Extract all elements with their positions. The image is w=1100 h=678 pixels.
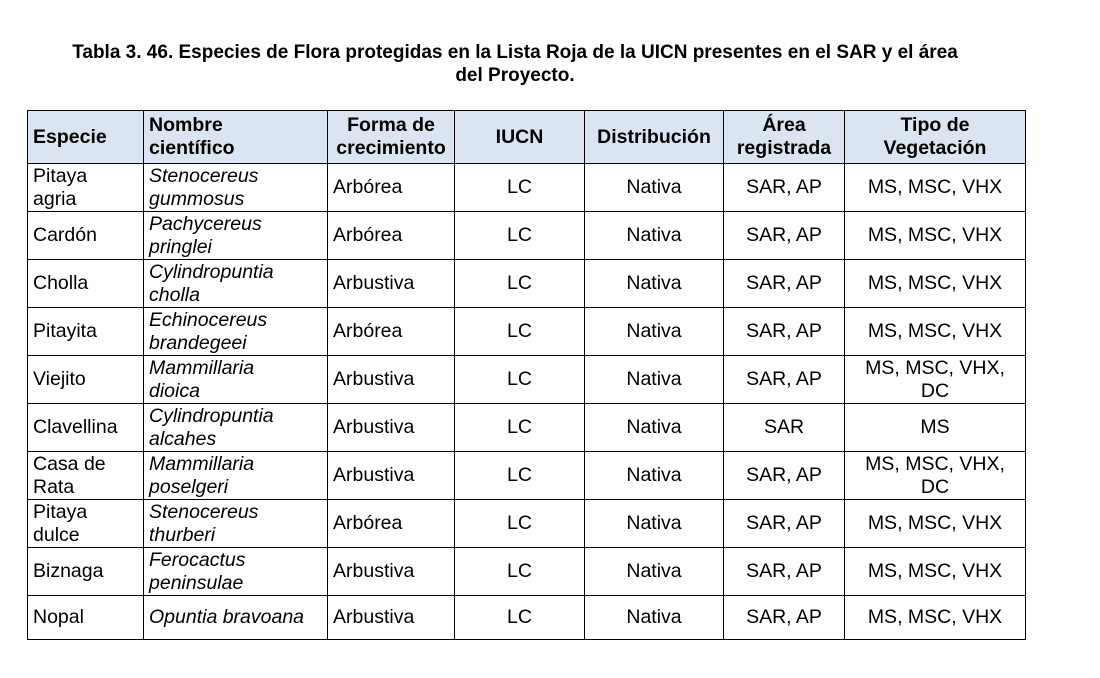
cell-text-line: MS, MSC, VHX	[867, 224, 1003, 246]
iucn-cell: LC	[455, 164, 585, 212]
especie-cell	[28, 596, 144, 640]
cell-text-line: Casa de	[33, 452, 106, 475]
tipo-vegetacion-cell	[845, 596, 1026, 640]
cell-text-line: Especie	[33, 125, 107, 148]
area-registrada-cell: SAR, AP	[724, 548, 845, 596]
area-registrada-cell: SAR, AP	[724, 500, 845, 548]
iucn-cell: LC	[455, 500, 585, 548]
distribucion-cell: Nativa	[585, 596, 724, 640]
cell-text-line: agria	[33, 187, 77, 210]
cell-text-line: Cylindropuntia	[149, 260, 274, 283]
forma-crecimiento-cell: Arbórea	[328, 500, 455, 548]
nombre-cientifico-cell	[144, 212, 328, 260]
tipo-vegetacion-cell	[845, 548, 1026, 596]
nombre-cientifico-cell	[144, 308, 328, 356]
cell-text-line: MS, MSC, VHX	[867, 176, 1003, 198]
header-row	[28, 111, 1026, 164]
cell-text-line: Mammillaria	[149, 356, 255, 379]
cell-text-line: Área	[762, 114, 806, 136]
header-forma-crecimiento	[328, 111, 455, 164]
table-row	[28, 212, 1026, 260]
nombre-cientifico-cell	[144, 452, 328, 500]
distribucion-cell: Nativa	[585, 452, 724, 500]
table-row	[28, 164, 1026, 212]
forma-crecimiento-cell: Arbustiva	[328, 452, 455, 500]
cell-text-line: pringlei	[149, 235, 212, 258]
nombre-cientifico-cell	[144, 500, 328, 548]
especie-cell	[28, 404, 144, 452]
header-especie	[28, 111, 144, 164]
cell-text-line: Echinocereus	[149, 308, 268, 331]
caption-line-1: Tabla 3. 46. Especies de Flora protegidas en la Lista Roja de la UICN presentes en el SAR y el área	[72, 42, 958, 63]
forma-crecimiento-cell: Arbórea	[328, 308, 455, 356]
area-registrada-cell: SAR, AP	[724, 212, 845, 260]
tipo-vegetacion-cell	[845, 404, 1026, 452]
area-registrada-cell: SAR, AP	[724, 164, 845, 212]
forma-crecimiento-cell: Arbustiva	[328, 596, 455, 640]
table-row	[28, 308, 1026, 356]
cell-text-line: dioica	[149, 379, 200, 402]
distribucion-cell: Nativa	[585, 260, 724, 308]
cell-text-line: Opuntia bravoana	[149, 606, 305, 628]
table-header	[28, 111, 1026, 164]
iucn-cell: LC	[455, 548, 585, 596]
cell-text-line: Ferocactus	[149, 548, 246, 571]
cell-text-line: Clavellina	[33, 416, 118, 438]
cell-text-line: dulce	[33, 523, 80, 546]
table-row	[28, 404, 1026, 452]
iucn-cell: LC	[455, 308, 585, 356]
cell-text-line: MS, MSC, VHX,	[865, 452, 1005, 475]
especie-cell	[28, 356, 144, 404]
table-row	[28, 596, 1026, 640]
cell-text-line: Pitayita	[33, 320, 97, 342]
especie-cell	[28, 500, 144, 548]
cell-text-line: DC	[920, 475, 950, 498]
forma-crecimiento-cell: Arbustiva	[328, 548, 455, 596]
nombre-cientifico-cell	[144, 260, 328, 308]
cell-text-line: Cardón	[33, 224, 97, 246]
area-registrada-cell: SAR, AP	[724, 356, 845, 404]
cell-text-line: Mammillaria	[149, 452, 255, 475]
header-iucn	[455, 111, 585, 164]
table-row	[28, 500, 1026, 548]
especie-cell	[28, 212, 144, 260]
table-row	[28, 356, 1026, 404]
tipo-vegetacion-cell	[845, 308, 1026, 356]
tipo-vegetacion-cell	[845, 260, 1026, 308]
cell-text-line: MS, MSC, VHX	[867, 512, 1003, 534]
especie-cell	[28, 260, 144, 308]
cell-text-line: Pitaya	[33, 164, 88, 187]
table-row	[28, 452, 1026, 500]
area-registrada-cell: SAR, AP	[724, 260, 845, 308]
iucn-cell: LC	[455, 404, 585, 452]
cell-text-line: Pachycereus	[149, 212, 262, 235]
distribucion-cell: Nativa	[585, 404, 724, 452]
cell-text-line: Nopal	[33, 606, 84, 628]
cell-text-line: Tipo de	[900, 114, 970, 136]
nombre-cientifico-cell	[144, 404, 328, 452]
distribucion-cell: Nativa	[585, 164, 724, 212]
tipo-vegetacion-cell	[845, 164, 1026, 212]
iucn-cell: LC	[455, 260, 585, 308]
nombre-cientifico-cell	[144, 164, 328, 212]
forma-crecimiento-cell: Arbustiva	[328, 404, 455, 452]
tipo-vegetacion-cell	[845, 212, 1026, 260]
iucn-cell: LC	[455, 596, 585, 640]
distribucion-cell: Nativa	[585, 548, 724, 596]
header-nombre-cientifico	[144, 111, 328, 164]
cell-text-line: Nombre	[149, 114, 223, 136]
nombre-cientifico-cell	[144, 596, 328, 640]
cell-text-line: registrada	[736, 137, 832, 159]
cell-text-line: MS, MSC, VHX	[867, 320, 1003, 342]
area-registrada-cell: SAR, AP	[724, 596, 845, 640]
cell-text-line: Cholla	[33, 272, 89, 294]
cell-text-line: alcahes	[149, 427, 217, 450]
cell-text-line: Forma de	[347, 114, 435, 136]
cell-text-line: Rata	[33, 475, 75, 498]
cell-text-line: Cylindropuntia	[149, 404, 274, 427]
especie-cell	[28, 308, 144, 356]
cell-text-line: Stenocereus	[149, 164, 259, 187]
cell-text-line: MS	[920, 416, 950, 438]
tipo-vegetacion-cell	[845, 356, 1026, 404]
cell-text-line: peninsulae	[149, 571, 244, 594]
cell-text-line: DC	[920, 379, 950, 402]
forma-crecimiento-cell: Arbustiva	[328, 356, 455, 404]
distribucion-cell: Nativa	[585, 356, 724, 404]
cell-text-line: Distribución	[597, 125, 711, 148]
cell-text-line: Viejito	[33, 368, 86, 390]
cell-text-line: Biznaga	[33, 560, 104, 582]
cell-text-line: thurberi	[149, 523, 216, 546]
forma-crecimiento-cell: Arbustiva	[328, 260, 455, 308]
distribucion-cell: Nativa	[585, 308, 724, 356]
table-row	[28, 260, 1026, 308]
table-caption	[20, 41, 1010, 87]
tipo-vegetacion-cell	[845, 452, 1026, 500]
distribucion-cell: Nativa	[585, 500, 724, 548]
header-distribucion	[585, 111, 724, 164]
area-registrada-cell: SAR, AP	[724, 308, 845, 356]
table-row	[28, 548, 1026, 596]
cell-text-line: cholla	[149, 283, 200, 306]
cell-text-line: poselgeri	[149, 475, 229, 498]
cell-text-line: MS, MSC, VHX	[867, 606, 1003, 628]
table-body	[28, 164, 1026, 640]
cell-text-line: Vegetación	[883, 137, 987, 159]
cell-text-line: MS, MSC, VHX	[867, 272, 1003, 294]
header-tipo-vegetacion	[845, 111, 1026, 164]
cell-text-line: IUCN	[495, 125, 544, 148]
tipo-vegetacion-cell	[845, 500, 1026, 548]
caption-line-2: del Proyecto.	[455, 65, 575, 86]
cell-text-line: crecimiento	[336, 137, 446, 159]
cell-text-line: MS, MSC, VHX,	[865, 356, 1005, 379]
cell-text-line: brandegeei	[149, 331, 247, 354]
flora-table	[27, 110, 1026, 640]
nombre-cientifico-cell	[144, 356, 328, 404]
cell-text-line: gummosus	[149, 187, 245, 210]
area-registrada-cell: SAR, AP	[724, 452, 845, 500]
nombre-cientifico-cell	[144, 548, 328, 596]
distribucion-cell: Nativa	[585, 212, 724, 260]
cell-text-line: científico	[149, 137, 235, 159]
cell-text-line: MS, MSC, VHX	[867, 560, 1003, 582]
iucn-cell: LC	[455, 452, 585, 500]
especie-cell	[28, 548, 144, 596]
especie-cell	[28, 452, 144, 500]
forma-crecimiento-cell: Arbórea	[328, 164, 455, 212]
especie-cell	[28, 164, 144, 212]
area-registrada-cell: SAR	[724, 404, 845, 452]
iucn-cell: LC	[455, 212, 585, 260]
iucn-cell: LC	[455, 356, 585, 404]
forma-crecimiento-cell: Arbórea	[328, 212, 455, 260]
header-area-registrada	[724, 111, 845, 164]
cell-text-line: Pitaya	[33, 500, 88, 523]
cell-text-line: Stenocereus	[149, 500, 259, 523]
